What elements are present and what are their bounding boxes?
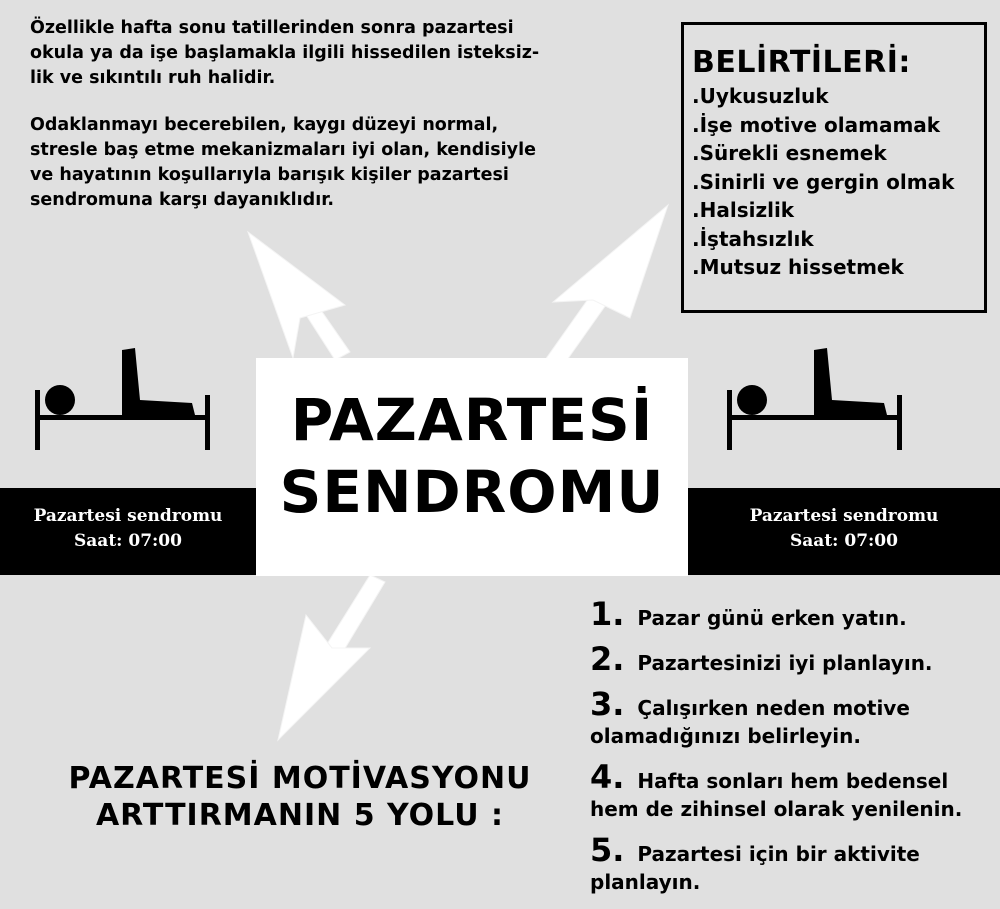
- bed-icon: [30, 345, 220, 455]
- symptom-item: .Uykusuzluk: [692, 84, 829, 108]
- band-label: Pazartesi sendromu: [33, 506, 223, 526]
- arrow-down-left-icon: [278, 575, 385, 740]
- bed-icon: [722, 345, 912, 455]
- band-left: [0, 488, 256, 575]
- tips-list: [590, 595, 1000, 909]
- motivation-line-2: ARTTIRMANIN 5 YOLU :: [95, 798, 505, 833]
- symptom-item: .Sinirli ve gergin olmak: [692, 169, 955, 194]
- tip-number: 2.: [590, 640, 625, 678]
- tip-text: Pazartesinizi iyi planlayın.: [637, 651, 933, 675]
- tip-text: Pazartesi için bir aktivite: [637, 842, 920, 866]
- motivation-heading: [20, 760, 580, 834]
- intro-line: stresle baş etme mekanizmaları iyi olan, kendisiyle: [30, 140, 536, 160]
- band-time: Saat: 07:00: [790, 531, 898, 551]
- intro-line: Odaklanmayı becerebilen, kaygı düzeyi normal,: [30, 115, 499, 135]
- intro-paragraph-1: [30, 16, 670, 91]
- intro-paragraph-2: [30, 113, 670, 213]
- tip-item: [590, 595, 1000, 633]
- symptom-item: .Mutsuz hissetmek: [692, 255, 904, 279]
- tip-item: [590, 685, 1000, 750]
- tip-number: 5.: [590, 831, 625, 869]
- intro-line: okula ya da işe başlamakla ilgili hissedilen isteksiz-: [30, 43, 540, 63]
- tip-number: 3.: [590, 685, 625, 723]
- tip-text: Pazar günü erken yatın.: [637, 606, 907, 630]
- title-line-2: SENDROMU: [279, 458, 665, 526]
- tip-number: 1.: [590, 595, 625, 633]
- tip-text: Çalışırken neden motive: [637, 696, 910, 720]
- intro-line: sendromuna karşı dayanıklıdır.: [30, 190, 334, 210]
- band-right: [688, 488, 1000, 575]
- symptom-item: .Halsizlik: [692, 198, 795, 222]
- symptoms-heading: BELİRTİLERİ:: [692, 45, 911, 80]
- tip-item: [590, 831, 1000, 896]
- tip-item: [590, 758, 1000, 823]
- arrow-up-left-icon: [248, 232, 350, 360]
- tip-text: olamadığınızı belirleyin.: [590, 724, 861, 748]
- motivation-line-1: PAZARTESİ MOTİVASYONU: [68, 761, 532, 796]
- tip-text: Hafta sonları hem bedensel: [637, 769, 949, 793]
- tip-text: planlayın.: [590, 870, 701, 894]
- symptoms-list: [692, 82, 984, 282]
- main-title: [256, 358, 688, 576]
- intro-text: [30, 16, 670, 235]
- symptom-item: .Sürekli esnemek: [692, 141, 887, 165]
- tip-number: 4.: [590, 758, 625, 796]
- intro-line: ve hayatının koşullarıyla barışık kişiler pazartesi: [30, 165, 509, 185]
- band-label: Pazartesi sendromu: [749, 506, 939, 526]
- intro-line: lik ve sıkıntılı ruh halidir.: [30, 68, 276, 88]
- symptom-item: .İştahsızlık: [692, 226, 814, 251]
- tip-text: hem de zihinsel olarak yenilenin.: [590, 797, 963, 821]
- symptom-item: .İşe motive olamamak: [692, 112, 941, 137]
- intro-line: Özellikle hafta sonu tatillerinden sonra pazartesi: [30, 18, 514, 38]
- symptoms-box: [681, 22, 987, 313]
- title-line-1: PAZARTESİ: [290, 386, 654, 454]
- band-time: Saat: 07:00: [74, 531, 182, 551]
- tip-item: [590, 640, 1000, 678]
